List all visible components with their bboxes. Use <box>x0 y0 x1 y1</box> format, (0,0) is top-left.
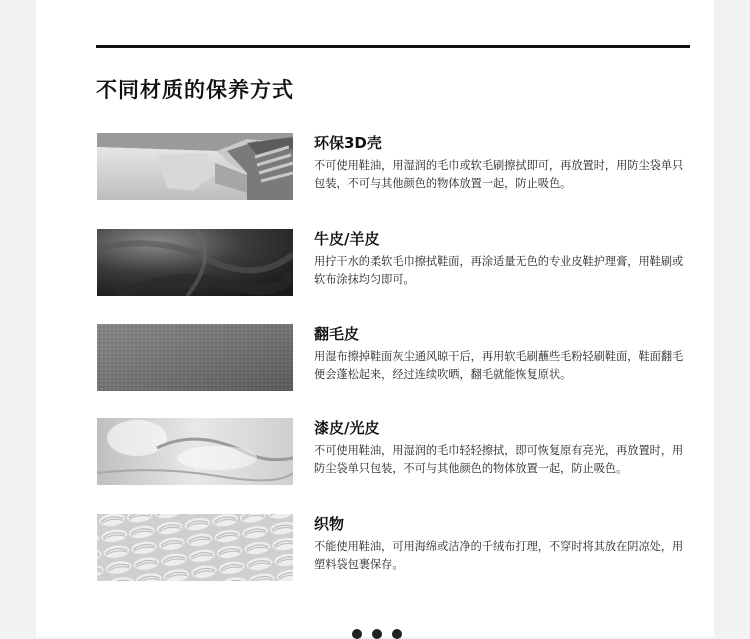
material-description: 不可使用鞋油，用湿润的毛巾或软毛刷擦拭即可，再放置时，用防尘袋单只包装，不可与其他颜色的物体放置一起，防止吸色。 <box>314 159 684 190</box>
material-name: 翻毛皮 <box>314 325 360 343</box>
page-indicator <box>352 629 412 639</box>
eco-3d-shell-image <box>97 133 293 200</box>
material-description: 用湿布擦掉鞋面灰尘通风晾干后，再用软毛刷蘸些毛粉轻刷鞋面，鞋面翻毛便会蓬松起来，经过连续吹晒，翻毛就能恢复原状。 <box>314 350 684 381</box>
leather-image <box>97 229 293 296</box>
material-item-suede <box>97 324 697 394</box>
material-description: 不能使用鞋油，可用海绵或洁净的千绒布打理，不穿时将其放在阴凉处，用塑料袋包裹保存。 <box>314 540 684 571</box>
material-name: 漆皮/光皮 <box>314 419 380 437</box>
material-item-eco-3d-shell <box>97 133 697 203</box>
section-title: 不同材质的保养方式 <box>96 78 294 102</box>
material-name: 环保3D壳 <box>314 134 382 152</box>
page-dot <box>352 629 362 639</box>
material-description: 用拧干水的柔软毛巾擦拭鞋面，再涂适量无色的专业皮鞋护理膏，用鞋刷或软布涂抹均匀即可。 <box>314 255 684 286</box>
material-item-patent-leather <box>97 418 697 488</box>
material-name: 织物 <box>314 515 345 533</box>
care-guide-page <box>36 0 714 637</box>
patent-leather-image <box>97 418 293 485</box>
material-name: 牛皮/羊皮 <box>314 230 380 248</box>
page-dot <box>392 629 402 639</box>
top-divider <box>96 45 690 48</box>
material-description: 不可使用鞋油，用湿润的毛巾轻轻擦拭，即可恢复原有亮光，再放置时，用防尘袋单只包装，不可与其他颜色的物体放置一起，防止吸色。 <box>314 444 684 475</box>
material-item-fabric <box>97 514 697 584</box>
suede-image <box>97 324 293 391</box>
material-item-leather <box>97 229 697 299</box>
page-dot <box>372 629 382 639</box>
fabric-knit-image <box>97 514 293 581</box>
